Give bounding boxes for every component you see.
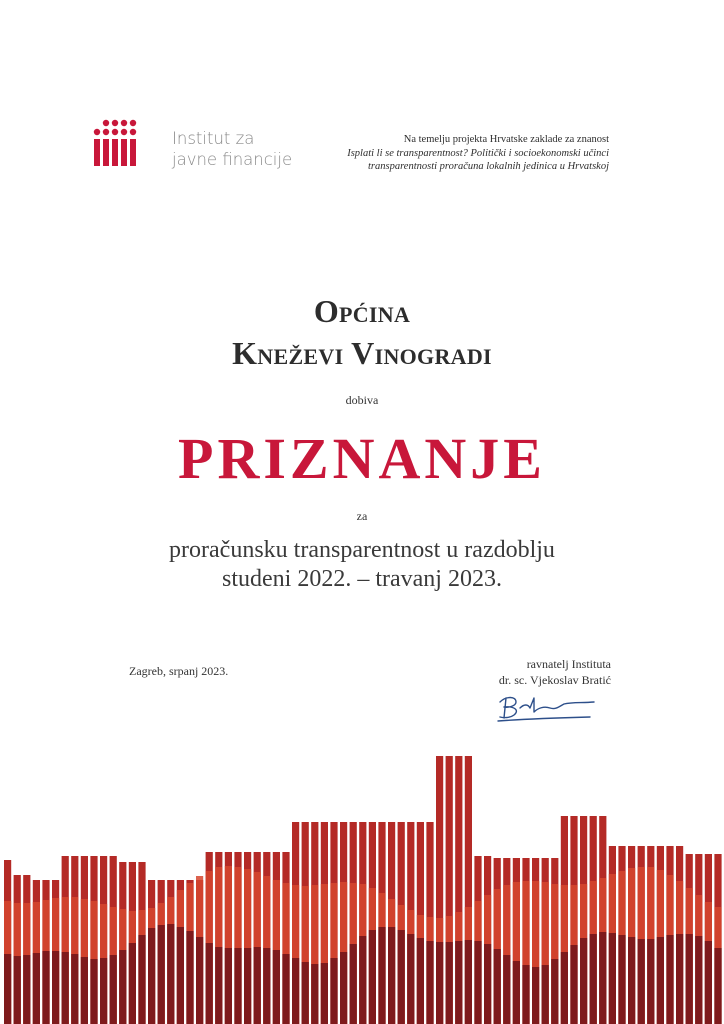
skyline-bar (263, 948, 270, 1024)
connector-receives: dobiva (345, 393, 379, 407)
reason-line2: studeni 2022. – travanj 2023. (222, 566, 502, 592)
skyline-bar (110, 955, 117, 1024)
institute-logo-icon (93, 119, 137, 167)
director-role: ravnatelj Instituta (526, 657, 611, 671)
skyline-bar (618, 935, 625, 1024)
skyline-bar (138, 935, 145, 1024)
skyline-bar (196, 937, 203, 1024)
skyline-bar (446, 942, 453, 1024)
director-block (499, 656, 611, 688)
skyline-bar (666, 935, 673, 1024)
skyline-bar (417, 938, 424, 1024)
skyline-bar (398, 930, 405, 1024)
skyline-bar (532, 967, 539, 1024)
skyline-bar (484, 944, 491, 1024)
skyline-bar (292, 958, 299, 1024)
skyline-bar (244, 948, 251, 1024)
skyline-bar (686, 934, 693, 1024)
skyline-bar (311, 964, 318, 1024)
skyline-bar (638, 939, 645, 1024)
skyline-bar (513, 961, 520, 1024)
skyline-bar (148, 928, 155, 1024)
skyline-bar (254, 947, 261, 1024)
skyline-bar (647, 939, 654, 1024)
skyline-bar (455, 941, 462, 1024)
skyline-bar (570, 945, 577, 1024)
institute-name-line2: javne financije (172, 150, 293, 169)
signature-image (494, 688, 598, 722)
skyline-bar (590, 934, 597, 1024)
skyline-bar (62, 952, 69, 1024)
skyline-bar (551, 959, 558, 1024)
skyline-bar (580, 938, 587, 1024)
skyline-bar (177, 927, 184, 1024)
skyline-bar (302, 962, 309, 1024)
skyline-bar (494, 949, 501, 1024)
skyline-bar (71, 954, 78, 1024)
skyline-bar (90, 959, 97, 1024)
skyline-bar (167, 924, 174, 1024)
recipient-line1: Općina (313, 293, 411, 329)
skyline-bar (542, 965, 549, 1024)
reason-line1: proračunsku transparentnost u razdoblju (169, 537, 555, 563)
skyline-bar (628, 937, 635, 1024)
skyline-bar (206, 943, 213, 1024)
skyline-bar (273, 950, 280, 1024)
skyline-bar (14, 956, 21, 1024)
skyline-bar (378, 927, 385, 1024)
skyline-bar (359, 936, 366, 1024)
skyline-bar (321, 963, 328, 1024)
connector-for: za (356, 509, 368, 523)
skyline-bar (465, 940, 472, 1024)
project-note-line1: Na temelju projekta Hrvatske zaklade za znanost (403, 134, 609, 145)
skyline-graphic (0, 740, 724, 1024)
skyline-bar (705, 941, 712, 1024)
skyline-bar (81, 957, 88, 1024)
skyline-bar (33, 953, 40, 1024)
skyline-bar (369, 930, 376, 1024)
skyline-bar (42, 951, 49, 1024)
skyline-bar (129, 943, 136, 1024)
skyline-bar (561, 952, 568, 1024)
project-note (309, 133, 609, 174)
skyline-bar (23, 955, 30, 1024)
skyline-bar (407, 934, 414, 1024)
skyline-bar (503, 955, 510, 1024)
institute-name-line1: Institut za (172, 129, 255, 148)
skyline-bar (52, 951, 59, 1024)
skyline-bar (330, 958, 337, 1024)
skyline-bar (282, 954, 289, 1024)
skyline-bar (215, 947, 222, 1024)
project-note-line3: transparentnosti proračuna lokalnih jedinica u Hrvatskoj (368, 161, 609, 172)
skyline-bar (474, 941, 481, 1024)
skyline-bar (599, 932, 606, 1024)
skyline-bar (388, 927, 395, 1024)
skyline-bar (426, 941, 433, 1024)
project-note-line2: Isplati li se transparentnost? Politički i socioekonomski učinci (347, 147, 609, 159)
skyline-bar (225, 948, 232, 1024)
skyline-bar (186, 931, 193, 1024)
director-name: dr. sc. Vjekoslav Bratić (498, 673, 611, 687)
place-date: Zagreb, srpanj 2023. (129, 664, 229, 678)
skyline-bar (119, 950, 126, 1024)
skyline-bar (609, 933, 616, 1024)
award-title: PRIZNANJE (178, 426, 546, 491)
recipient-line2: Kneževi Vinogradi (232, 335, 492, 371)
skyline-bar (714, 948, 721, 1024)
skyline-bar (100, 958, 107, 1024)
skyline-bar (350, 944, 357, 1024)
skyline-bar (436, 942, 443, 1024)
skyline-bar (522, 965, 529, 1024)
skyline-bar (676, 934, 683, 1024)
skyline-bar (657, 937, 664, 1024)
skyline-bar (234, 948, 241, 1024)
skyline-bar (158, 925, 165, 1024)
skyline-bar (340, 952, 347, 1024)
skyline-bar (695, 936, 702, 1024)
skyline-bar (4, 954, 11, 1024)
